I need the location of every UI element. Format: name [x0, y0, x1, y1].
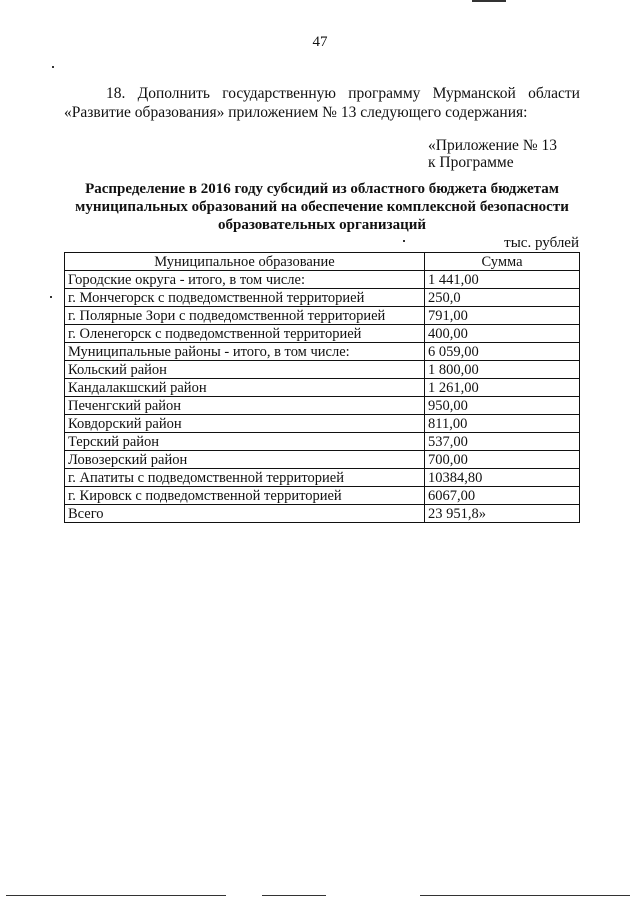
document-title — [64, 180, 580, 234]
municipality-cell: Терский район — [65, 433, 425, 451]
paragraph-line-2: «Развитие образования» приложением № 13 следующего содержания: — [64, 104, 528, 121]
amount-cell: 10384,80 — [425, 469, 580, 487]
table-row — [65, 487, 580, 505]
table-row — [65, 361, 580, 379]
amount-cell: 6 059,00 — [425, 343, 580, 361]
footer-rule-mid — [262, 895, 326, 896]
municipality-cell: г. Мончегорск с подведомственной территорией — [65, 289, 425, 307]
amount-cell: 537,00 — [425, 433, 580, 451]
table-row-total — [65, 505, 580, 523]
table-row — [65, 325, 580, 343]
title-line-2: муниципальных образований на обеспечение комплексной безопасности — [75, 199, 569, 215]
municipality-cell: Ловозерский район — [65, 451, 425, 469]
amount-cell: 700,00 — [425, 451, 580, 469]
table-row — [65, 289, 580, 307]
table-row — [65, 307, 580, 325]
footer-rule-right — [420, 895, 630, 896]
amount-cell: 23 951,8» — [425, 505, 580, 523]
amount-cell: 811,00 — [425, 415, 580, 433]
paragraph-word: области — [528, 85, 580, 102]
municipality-cell: Ковдорский район — [65, 415, 425, 433]
amount-cell: 250,0 — [425, 289, 580, 307]
municipality-cell: Кандалакшский район — [65, 379, 425, 397]
table-row — [65, 397, 580, 415]
paragraph-word: программу — [348, 85, 421, 102]
amount-cell: 1 800,00 — [425, 361, 580, 379]
title-line-3: образовательных организаций — [218, 217, 426, 233]
municipality-cell: Печенгский район — [65, 397, 425, 415]
amount-cell: 950,00 — [425, 397, 580, 415]
municipality-cell: Городские округа - итого, в том числе: — [65, 271, 425, 289]
column-header-municipality: Муниципальное образование — [65, 253, 425, 271]
table-row — [65, 379, 580, 397]
paragraph-word: 18. — [106, 85, 126, 102]
amount-cell: 1 441,00 — [425, 271, 580, 289]
amendment-paragraph — [64, 84, 580, 122]
municipality-cell: г. Апатиты с подведомственной территорией — [65, 469, 425, 487]
municipality-cell: Муниципальные районы - итого, в том числе: — [65, 343, 425, 361]
municipality-cell: г. Кировск с подведомственной территорией — [65, 487, 425, 505]
footer-rule-left — [6, 895, 226, 896]
scan-dot — [52, 66, 54, 68]
municipality-cell: г. Оленегорск с подведомственной территорией — [65, 325, 425, 343]
table-row — [65, 343, 580, 361]
amount-cell: 6067,00 — [425, 487, 580, 505]
municipality-cell: Кольский район — [65, 361, 425, 379]
paragraph-word: Мурманской — [432, 85, 516, 102]
table-row — [65, 451, 580, 469]
subsidies-table — [64, 252, 580, 523]
table-row — [65, 433, 580, 451]
paragraph-word: Дополнить — [137, 85, 210, 102]
municipality-cell: Всего — [65, 505, 425, 523]
scan-dot — [403, 240, 405, 242]
appendix-line-1: «Приложение № 13 — [428, 137, 557, 154]
title-line-1: Распределение в 2016 году субсидий из областного бюджета бюджетам — [85, 181, 559, 197]
scan-dot — [50, 296, 52, 298]
units-label: тыс. рублей — [504, 235, 579, 251]
appendix-heading — [428, 137, 557, 171]
paragraph-word: государственную — [222, 85, 336, 102]
amount-cell: 791,00 — [425, 307, 580, 325]
column-header-amount: Сумма — [425, 253, 580, 271]
table-row — [65, 415, 580, 433]
table-row — [65, 469, 580, 487]
amount-cell: 400,00 — [425, 325, 580, 343]
appendix-line-2: к Программе — [428, 154, 514, 171]
municipality-cell: г. Полярные Зори с подведомственной территорией — [65, 307, 425, 325]
table-row — [65, 271, 580, 289]
paragraph-line-1 — [64, 84, 580, 103]
amount-cell: 1 261,00 — [425, 379, 580, 397]
page-number: 47 — [312, 34, 328, 50]
scan-mark-top — [472, 0, 506, 2]
table-header-row — [65, 253, 580, 271]
